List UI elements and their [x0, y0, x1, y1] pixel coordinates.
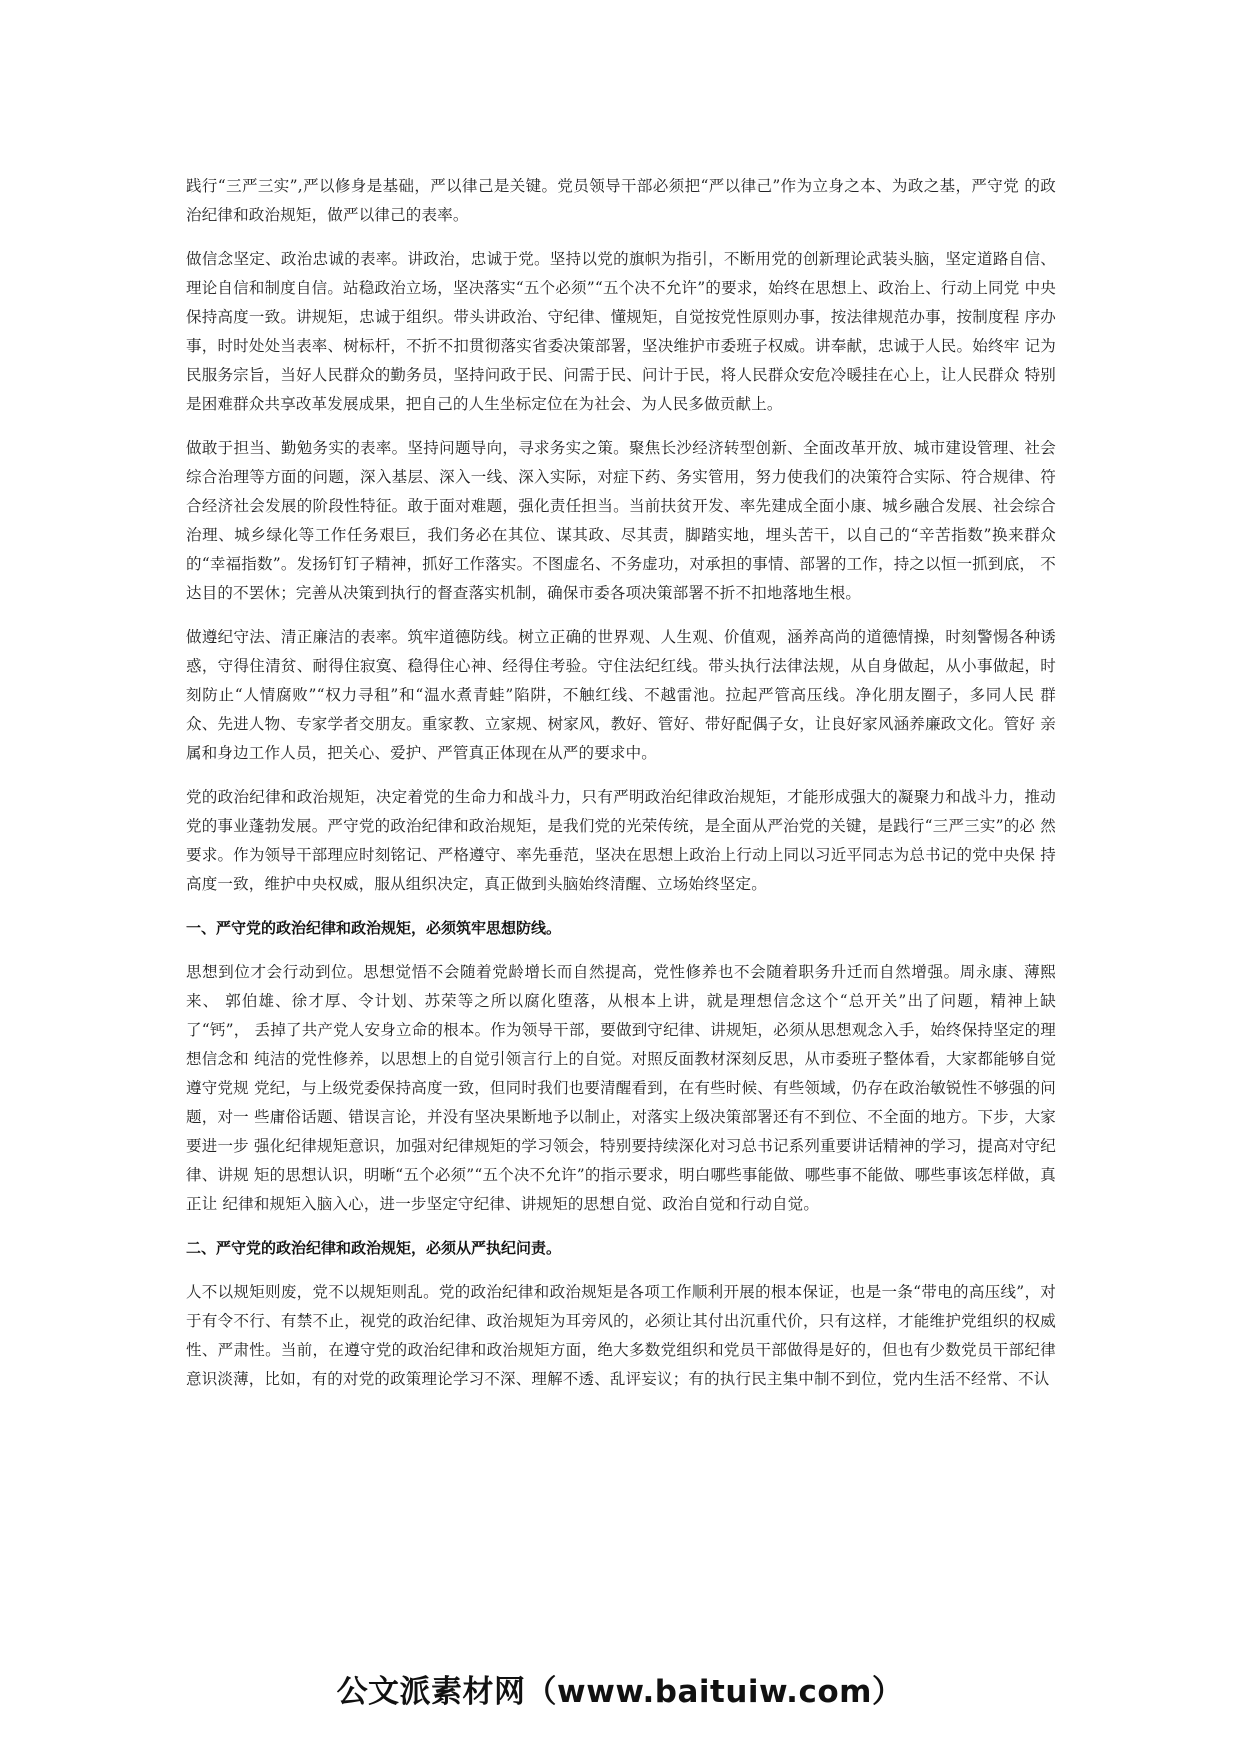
paragraph-loyalty: 做信念坚定、政治忠诚的表率。讲政治，忠诚于党。坚持以党的旗帜为指引，不断用党的创新理论武装头脑，坚定道路自信、 理论自信和制度自信。站稳政治立场，坚决落实“五个必须”“五个决不允许”的要求，始终在思想上、政治上、行动上同党 中央保持高度一致。讲规矩，忠诚于组织。带头讲政治、守纪律、懂规矩，自觉按党性原则办事，按法律规范办事，按制度程 序办事，时时处处当表率、树标杆，不折不扣贯彻落实省委决策部署，坚决维护市委班子权威。讲奉献，忠诚于人民。始终牢 记为民服务宗旨，当好人民群众的勤务员，坚持问政于民、问需于民、问计于民，将人民群众安危冷暖挂在心上，让人民群众 特别是困难群众共享改革发展成果，把自己的人生坐标定位在为社会、为人民多做贡献上。 — [186, 250, 1056, 413]
paragraph-discipline: 党的政治纪律和政治规矩，决定着党的生命力和战斗力，只有严明政治纪律政治规矩，才能形成强大的凝聚力和战斗力，推动 党的事业蓬勃发展。严守党的政治纪律和政治规矩，是我们党的光荣传统，是全面从严治党的关键，是践行“三严三实”的必 然要求。作为领导干部理应时刻铭记、严格遵守、率先垂范，坚决在思想上政治上行动上同以习近平同志为总书记的党中央保 持高度一致，维护中央权威，服从组织决定，真正做到头脑始终清醒、立场始终坚定。 — [186, 788, 1056, 893]
document-body — [186, 172, 1056, 1409]
paragraph-responsibility: 做敢于担当、勤勉务实的表率。坚持问题导向，寻求务实之策。聚焦长沙经济转型创新、全面改革开放、城市建设管理、社会综合治理等方面的问题，深入基层、深入一线、深入实际，对症下药、务实管用，努力使我们的决策符合实际、符合规律、符 合经济社会发展的阶段性特征。敢于面对难题，强化责任担当。当前扶贫开发、率先建成全面小康、城乡融合发展、社会综合 治理、城乡绿化等工作任务艰巨，我们务必在其位、谋其政、尽其责，脚踏实地，埋头苦干，以自己的“辛苦指数”换来群众 的“幸福指数”。发扬钉钉子精神，抓好工作落实。不图虚名、不务虚功，对承担的事情、部署的工作，持之以恒一抓到底， 不达目的不罢休；完善从决策到执行的督查落实机制，确保市委各项决策部署不折不扣地落地生根。 — [186, 439, 1056, 602]
section-heading-1: 一、严守党的政治纪律和政治规矩，必须筑牢思想防线。 — [186, 919, 562, 937]
section-heading-2: 二、严守党的政治纪律和政治规矩，必须从严执纪问责。 — [186, 1239, 562, 1257]
paragraph-section-1: 思想到位才会行动到位。思想觉悟不会随着党龄增长而自然提高，党性修养也不会随着职务升迁而自然增强。周永康、薄熙来、 郭伯雄、徐才厚、令计划、苏荣等之所以腐化堕落，从根本上讲，就是理想信念这个“总开关”出了问题，精神上缺了“钙”， 丢掉了共产党人安身立命的根本。作为领导干部，要做到守纪律、讲规矩，必须从思想观念入手，始终保持坚定的理想信念和 纯洁的党性修养，以思想上的自觉引领言行上的自觉。对照反面教材深刻反思，从市委班子整体看，大家都能够自觉遵守党规 党纪，与上级党委保持高度一致，但同时我们也要清醒看到，在有些时候、有些领域，仍存在政治敏锐性不够强的问题，对一 些庸俗话题、错误言论，并没有坚决果断地予以制止，对落实上级决策部署还有不到位、不全面的地方。下步，大家要进一步 强化纪律规矩意识，加强对纪律规矩的学习领会，特别要持续深化对习总书记系列重要讲话精神的学习，提高对守纪律、讲规 矩的思想认识，明晰“五个必须”“五个决不允许”的指示要求，明白哪些事能做、哪些事不能做、哪些事该怎样做，真正让 纪律和规矩入脑入心，进一步坚定守纪律、讲规矩的思想自觉、政治自觉和行动自觉。 — [186, 963, 1056, 1213]
paragraph-section-2: 人不以规矩则废，党不以规矩则乱。党的政治纪律和政治规矩是各项工作顺利开展的根本保证，也是一条“带电的高压线”，对于有令不行、有禁不止，视党的政治纪律、政治规矩为耳旁风的，必须让其付出沉重代价，只有这样，才能维护党组织的权威性、严肃性。当前，在遵守党的政治纪律和政治规矩方面，绝大多数党组织和党员干部做得是好的，但也有少数党员干部纪律意识淡薄，比如，有的对党的政策理论学习不深、理解不透、乱评妄议；有的执行民主集中制不到位，党内生活不经常、不认 — [186, 1283, 1056, 1388]
paragraph-integrity: 做遵纪守法、清正廉洁的表率。筑牢道德防线。树立正确的世界观、人生观、价值观，涵养高尚的道德情操，时刻警惕各种诱 惑，守得住清贫、耐得住寂寞、稳得住心神、经得住考验。守住法纪红线。带头执行法律法规，从自身做起，从小事做起，时 刻防止“人情腐败”“权力寻租”和“温水煮青蛙”陷阱，不触红线、不越雷池。拉起严管高压线。净化朋友圈子，多同人民 群众、先进人物、专家学者交朋友。重家教、立家规、树家风，教好、管好、带好配偶子女，让良好家风涵养廉政文化。管好 亲属和身边工作人员，把关心、爱护、严管真正体现在从严的要求中。 — [186, 628, 1056, 762]
footer-watermark: 公文派素材网（www.baituiw.com） — [336, 1674, 904, 1710]
paragraph-intro: 践行“三严三实”,严以修身是基础，严以律己是关键。党员领导干部必须把“严以律己”作为立身之本、为政之基，严守党 的政治纪律和政治规矩，做严以律己的表率。 — [186, 177, 1056, 224]
